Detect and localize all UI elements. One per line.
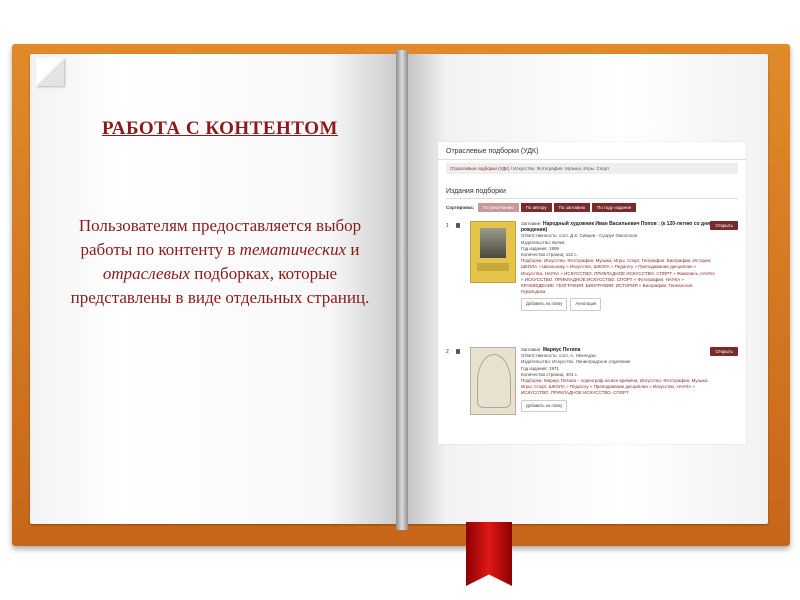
breadcrumb-link[interactable]: Отраслевые подборки (УДК) [450,166,510,171]
breadcrumb-sep: / [509,166,514,171]
desc-text-1: Пользователям предоставляется выбор работы по контенту в [78,216,362,259]
sort-year-button[interactable]: По году издания [592,203,636,212]
item-title-prefix: Заглавие: [521,347,542,352]
slide-description [70,214,370,310]
open-button[interactable]: Открыть [710,221,738,230]
book-cover-image[interactable] [470,221,516,283]
sort-label: Сортировка: [446,205,475,210]
desc-text-2: и [346,240,360,259]
item-collections[interactable]: Подборки: Искусство. Фотография. Музыка. Игры. Спорт, География. Биографии. История, ШКОЛА » Школьнику » Искусство, ШКОЛА » Педагогу » Преподавание дисциплин » Искусство, НАУКА » ИСКУССТВО. ПРИКЛАДНОЕ ИСКУССТВО. СПОРТ » Живопись, НАУКА » ИСКУССТВО. ПРИКЛАДНОЕ ИСКУССТВО. СПОРТ » Фотография, НАУКА » КРАЕВЕДЕНИЕ. ГЕОГРАФИЯ. БИОГРАФИИ. ИСТОРИЯ » Биографии. Генеалогия. Геральдика [521,258,715,295]
portrait-image [480,228,506,258]
item-number: 1 [446,223,449,229]
book-cover-image[interactable] [470,347,516,415]
item-title[interactable]: Мариус Петипа [542,347,581,353]
desc-text-3: подборках, которые представлены в виде отдельных страниц. [70,264,370,307]
add-to-shelf-button[interactable]: Добавить на полку [521,298,567,310]
item-title[interactable]: Народный художник Иван Васильевич Попов : (к 120-летию со дня рождения) [521,221,711,234]
open-button[interactable]: Открыть [710,347,738,356]
item-meta [521,221,717,311]
slide-title: РАБОТА С КОНТЕНТОМ [102,118,338,139]
item-buttons [521,400,717,412]
item-responsibility: Ответственность: сост. Д.К. Сивцев - Суорун Омоллоон [521,233,638,239]
item-year: Год издания: 1999 [521,245,559,251]
item-buttons [521,298,717,310]
sort-row [446,203,738,212]
item-title-line [521,221,717,233]
embedded-screenshot [438,142,746,444]
sort-author-button[interactable]: По автору [521,203,552,212]
item-pages: Количество страниц: 112 с. [521,252,578,258]
annotation-button[interactable]: Аннотация [570,298,601,310]
item-year: Год издания: 1971 [521,365,559,371]
desc-italic-2: отраслевых [102,264,191,283]
left-page-content [70,118,370,310]
cover-ornament [477,354,511,408]
add-to-shelf-button[interactable]: Добавить на полку [521,400,567,412]
item-publisher: Издательство: Искусство. Ленинградское отделение [521,359,631,365]
breadcrumb [446,163,738,174]
lock-icon [456,349,460,354]
item-responsibility: Ответственность: сост. А. Некендзи [521,353,596,359]
sort-default-button[interactable]: По умолчанию [478,203,518,212]
cover-title-block [477,263,509,271]
item-meta [521,347,717,412]
book-spine [396,50,408,530]
bookmark-ribbon [466,522,512,586]
screenshot-header: Отраслевые подборки (УДК) [438,142,746,160]
page-curl-icon [36,58,64,86]
item-collections[interactable]: Подборки: Мариус Петипа – хореограф на все времена, Искусство. Фотография. Музыка. Игры. Спорт, ШКОЛА » Педагогу » Преподавание дисциплин » Искусство, НАУКА » ИСКУССТВО. ПРИКЛАДНОЕ ИСКУССТВО. СПОРТ [521,378,709,396]
item-title-prefix: Заглавие: [521,221,542,226]
item-pages: Количество страниц: 404 с. [521,371,579,377]
item-number: 2 [446,349,449,355]
section-subheader: Издания подборки [446,188,738,199]
lock-icon [456,223,460,228]
item-publisher: Издательство: Бичик [521,239,565,245]
desc-italic-1: тематических [239,240,347,259]
sort-title-button[interactable]: По заглавию [554,203,591,212]
breadcrumb-current: Искусство. Фотография. Музыка. Игры. Спорт [513,166,610,171]
